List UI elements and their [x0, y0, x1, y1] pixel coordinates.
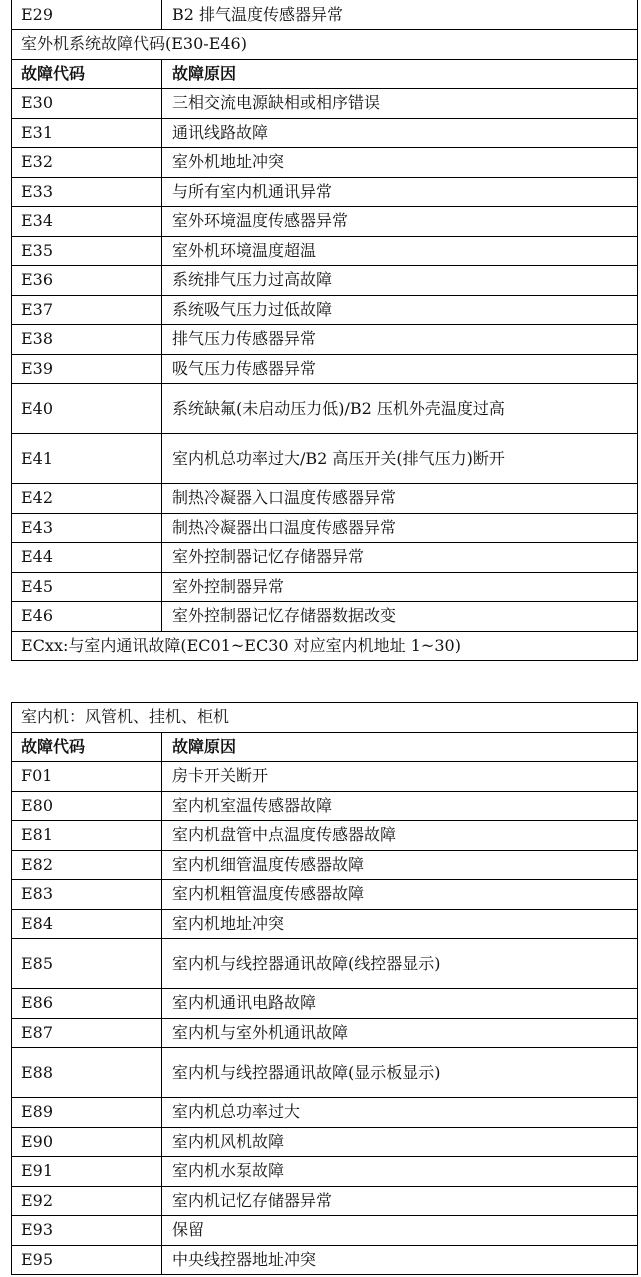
fault-code: E90 [12, 1127, 162, 1157]
column-header-code: 故障代码 [12, 732, 162, 762]
fault-code: E84 [12, 909, 162, 939]
fault-reason: 系统排气压力过高故障 [162, 266, 638, 296]
table-row [12, 1216, 638, 1246]
fault-reason: 中央线控器地址冲突 [162, 1245, 638, 1275]
fault-code: E93 [12, 1216, 162, 1246]
fault-code: E35 [12, 236, 162, 266]
table-row [12, 354, 638, 384]
fault-code: E88 [12, 1048, 162, 1098]
footer-note: ECxx:与室内通讯故障(EC01~EC30 对应室内机地址 1~30) [12, 631, 638, 661]
fault-code: E33 [12, 177, 162, 207]
fault-code: E46 [12, 602, 162, 632]
fault-code: E30 [12, 89, 162, 119]
table-row [12, 1127, 638, 1157]
table-row [12, 434, 638, 484]
table-row [12, 148, 638, 178]
fault-reason: 三相交流电源缺相或相序错误 [162, 89, 638, 119]
fault-code: E80 [12, 791, 162, 821]
fault-code: E41 [12, 434, 162, 484]
fault-reason: 通讯线路故障 [162, 118, 638, 148]
fault-reason: 室外控制器记忆存储器数据改变 [162, 602, 638, 632]
table-row [12, 177, 638, 207]
table-row [12, 118, 638, 148]
fault-code: E32 [12, 148, 162, 178]
fault-code: E29 [12, 0, 162, 30]
fault-reason: 室内机通讯电路故障 [162, 989, 638, 1019]
fault-code: E34 [12, 207, 162, 237]
footer-row [12, 631, 638, 661]
table-row [12, 602, 638, 632]
section-title-row [12, 30, 638, 60]
fault-code: E39 [12, 354, 162, 384]
fault-code: F01 [12, 762, 162, 792]
fault-code: E44 [12, 543, 162, 573]
section-title: 室外机系统故障代码(E30-E46) [12, 30, 638, 60]
fault-code: E81 [12, 821, 162, 851]
table-row [12, 484, 638, 514]
table-row [12, 266, 638, 296]
fault-reason: 室内机总功率过大 [162, 1098, 638, 1128]
fault-reason: 室内机水泵故障 [162, 1157, 638, 1187]
fault-reason: 系统吸气压力过低故障 [162, 295, 638, 325]
fault-code: E45 [12, 572, 162, 602]
fault-code: E37 [12, 295, 162, 325]
table-row [12, 850, 638, 880]
fault-reason: 室外机地址冲突 [162, 148, 638, 178]
table-row [12, 236, 638, 266]
fault-reason: 室内机细管温度传感器故障 [162, 850, 638, 880]
fault-code: E31 [12, 118, 162, 148]
table-row [12, 791, 638, 821]
fault-code: E87 [12, 1018, 162, 1048]
fault-reason: 保留 [162, 1216, 638, 1246]
fault-reason: 室内机地址冲突 [162, 909, 638, 939]
section-title: 室内机：风管机、挂机、柜机 [12, 703, 638, 733]
outdoor-fault-table [11, 0, 638, 661]
fault-reason: 室内机与线控器通讯故障(显示板显示) [162, 1048, 638, 1098]
table-row [12, 762, 638, 792]
header-row [12, 732, 638, 762]
fault-reason: 室内机记忆存储器异常 [162, 1186, 638, 1216]
table-row [12, 325, 638, 355]
fault-code: E82 [12, 850, 162, 880]
table-row [12, 880, 638, 910]
table-row [12, 1245, 638, 1275]
table-row [12, 384, 638, 434]
table-row [12, 821, 638, 851]
fault-reason: 室外环境温度传感器异常 [162, 207, 638, 237]
fault-reason: 系统缺氟(未启动压力低)/B2 压机外壳温度过高 [162, 384, 638, 434]
fault-reason: 室内机粗管温度传感器故障 [162, 880, 638, 910]
fault-code: E36 [12, 266, 162, 296]
table-row [12, 939, 638, 989]
fault-reason: 吸气压力传感器异常 [162, 354, 638, 384]
table-row [12, 207, 638, 237]
fault-code: E86 [12, 989, 162, 1019]
table-row [12, 543, 638, 573]
indoor-fault-table [11, 702, 638, 1275]
table-row [12, 989, 638, 1019]
fault-reason: 室内机盘管中点温度传感器故障 [162, 821, 638, 851]
fault-code: E40 [12, 384, 162, 434]
table-row [12, 1098, 638, 1128]
fault-code: E83 [12, 880, 162, 910]
fault-reason: 房卡开关断开 [162, 762, 638, 792]
fault-code: E92 [12, 1186, 162, 1216]
fault-reason: 室内机与室外机通讯故障 [162, 1018, 638, 1048]
table-row [12, 572, 638, 602]
fault-code: E95 [12, 1245, 162, 1275]
table-row [12, 89, 638, 119]
fault-reason: B2 排气温度传感器异常 [162, 0, 638, 30]
table-row [12, 513, 638, 543]
fault-code: E38 [12, 325, 162, 355]
fault-reason: 排气压力传感器异常 [162, 325, 638, 355]
column-header-code: 故障代码 [12, 59, 162, 89]
fault-reason: 制热冷凝器出口温度传感器异常 [162, 513, 638, 543]
fault-reason: 室内机室温传感器故障 [162, 791, 638, 821]
table-row [12, 295, 638, 325]
section-title-row [12, 703, 638, 733]
table-row [12, 1157, 638, 1187]
fault-reason: 室内机与线控器通讯故障(线控器显示) [162, 939, 638, 989]
table-row [12, 0, 638, 30]
fault-code: E42 [12, 484, 162, 514]
column-header-reason: 故障原因 [162, 59, 638, 89]
column-header-reason: 故障原因 [162, 732, 638, 762]
table-row [12, 1018, 638, 1048]
table-row [12, 1186, 638, 1216]
fault-reason: 室外机环境温度超温 [162, 236, 638, 266]
fault-reason: 室内机总功率过大/B2 高压开关(排气压力)断开 [162, 434, 638, 484]
fault-reason: 室外控制器异常 [162, 572, 638, 602]
fault-code: E91 [12, 1157, 162, 1187]
table-row [12, 1048, 638, 1098]
fault-reason: 室内机风机故障 [162, 1127, 638, 1157]
fault-code: E43 [12, 513, 162, 543]
fault-reason: 室外控制器记忆存储器异常 [162, 543, 638, 573]
fault-code: E85 [12, 939, 162, 989]
table-row [12, 909, 638, 939]
fault-reason: 与所有室内机通讯异常 [162, 177, 638, 207]
header-row [12, 59, 638, 89]
fault-code: E89 [12, 1098, 162, 1128]
fault-reason: 制热冷凝器入口温度传感器异常 [162, 484, 638, 514]
